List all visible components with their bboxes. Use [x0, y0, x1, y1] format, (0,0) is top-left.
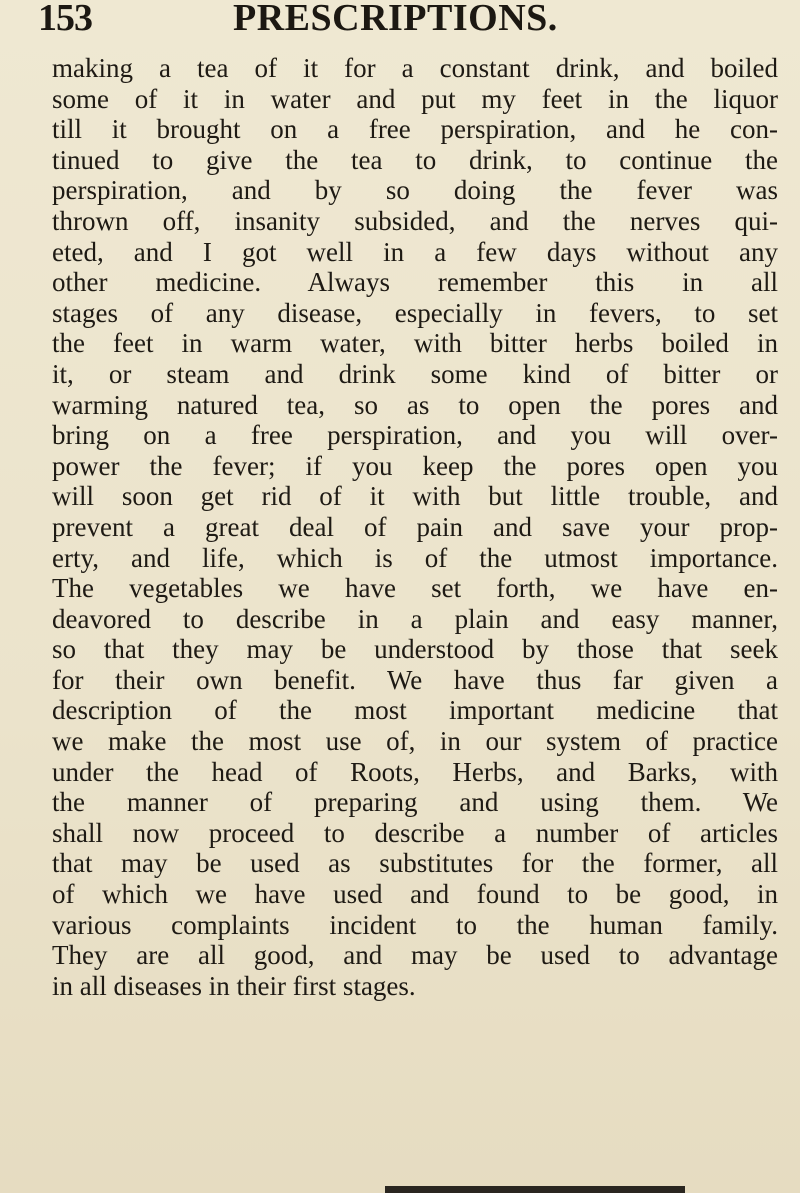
text-line: bring on a free perspiration, and you will over-	[52, 420, 778, 451]
body-text	[52, 53, 778, 1001]
text-line: various complaints incident to the human family.	[52, 909, 778, 940]
text-line: The vegetables we have set forth, we have en-	[52, 573, 778, 604]
text-line: for their own benefit. We have thus far given a	[52, 664, 778, 695]
text-line: deavored to describe in a plain and easy manner,	[52, 603, 778, 634]
text-line: the manner of preparing and using them. We	[52, 787, 778, 818]
text-line: description of the most important medicine that	[52, 695, 778, 726]
text-line: of which we have used and found to be good, in	[52, 879, 778, 910]
text-line: power the fever; if you keep the pores open you	[52, 450, 778, 481]
text-line: stages of any disease, especially in fevers, to set	[52, 297, 778, 328]
text-line: other medicine. Always remember this in all	[52, 267, 778, 298]
text-line: some of it in water and put my feet in the liquor	[52, 83, 778, 114]
text-line: till it brought on a free perspiration, and he con-	[52, 114, 778, 145]
text-line: shall now proceed to describe a number of articles	[52, 817, 778, 848]
text-line: it, or steam and drink some kind of bitter or	[52, 358, 778, 389]
page-header	[38, 0, 768, 48]
text-line: They are all good, and may be used to advantage	[52, 940, 778, 971]
text-line: so that they may be understood by those that seek	[52, 634, 778, 665]
text-line: the feet in warm water, with bitter herbs boiled in	[52, 328, 778, 359]
page-number: 153	[38, 0, 92, 39]
running-title: PRESCRIPTIONS.	[233, 0, 558, 39]
text-line: eted, and I got well in a few days without any	[52, 236, 778, 267]
text-line: thrown off, insanity subsided, and the nerves qui-	[52, 205, 778, 236]
text-line: perspiration, and by so doing the fever was	[52, 175, 778, 206]
text-line: in all diseases in their first stages.	[52, 970, 416, 1001]
text-line: we make the most use of, in our system of practice	[52, 726, 778, 757]
text-line: tinued to give the tea to drink, to continue the	[52, 144, 778, 175]
text-line: under the head of Roots, Herbs, and Barks, with	[52, 756, 778, 787]
text-line: that may be used as substitutes for the former, all	[52, 848, 778, 879]
text-line: erty, and life, which is of the utmost importance.	[52, 542, 778, 573]
text-line: prevent a great deal of pain and save your prop-	[52, 511, 778, 542]
bottom-rule	[385, 1186, 685, 1193]
text-line: making a tea of it for a constant drink, and boiled	[52, 53, 778, 83]
text-line: warming natured tea, so as to open the pores and	[52, 389, 778, 420]
text-line: will soon get rid of it with but little trouble, and	[52, 481, 778, 512]
